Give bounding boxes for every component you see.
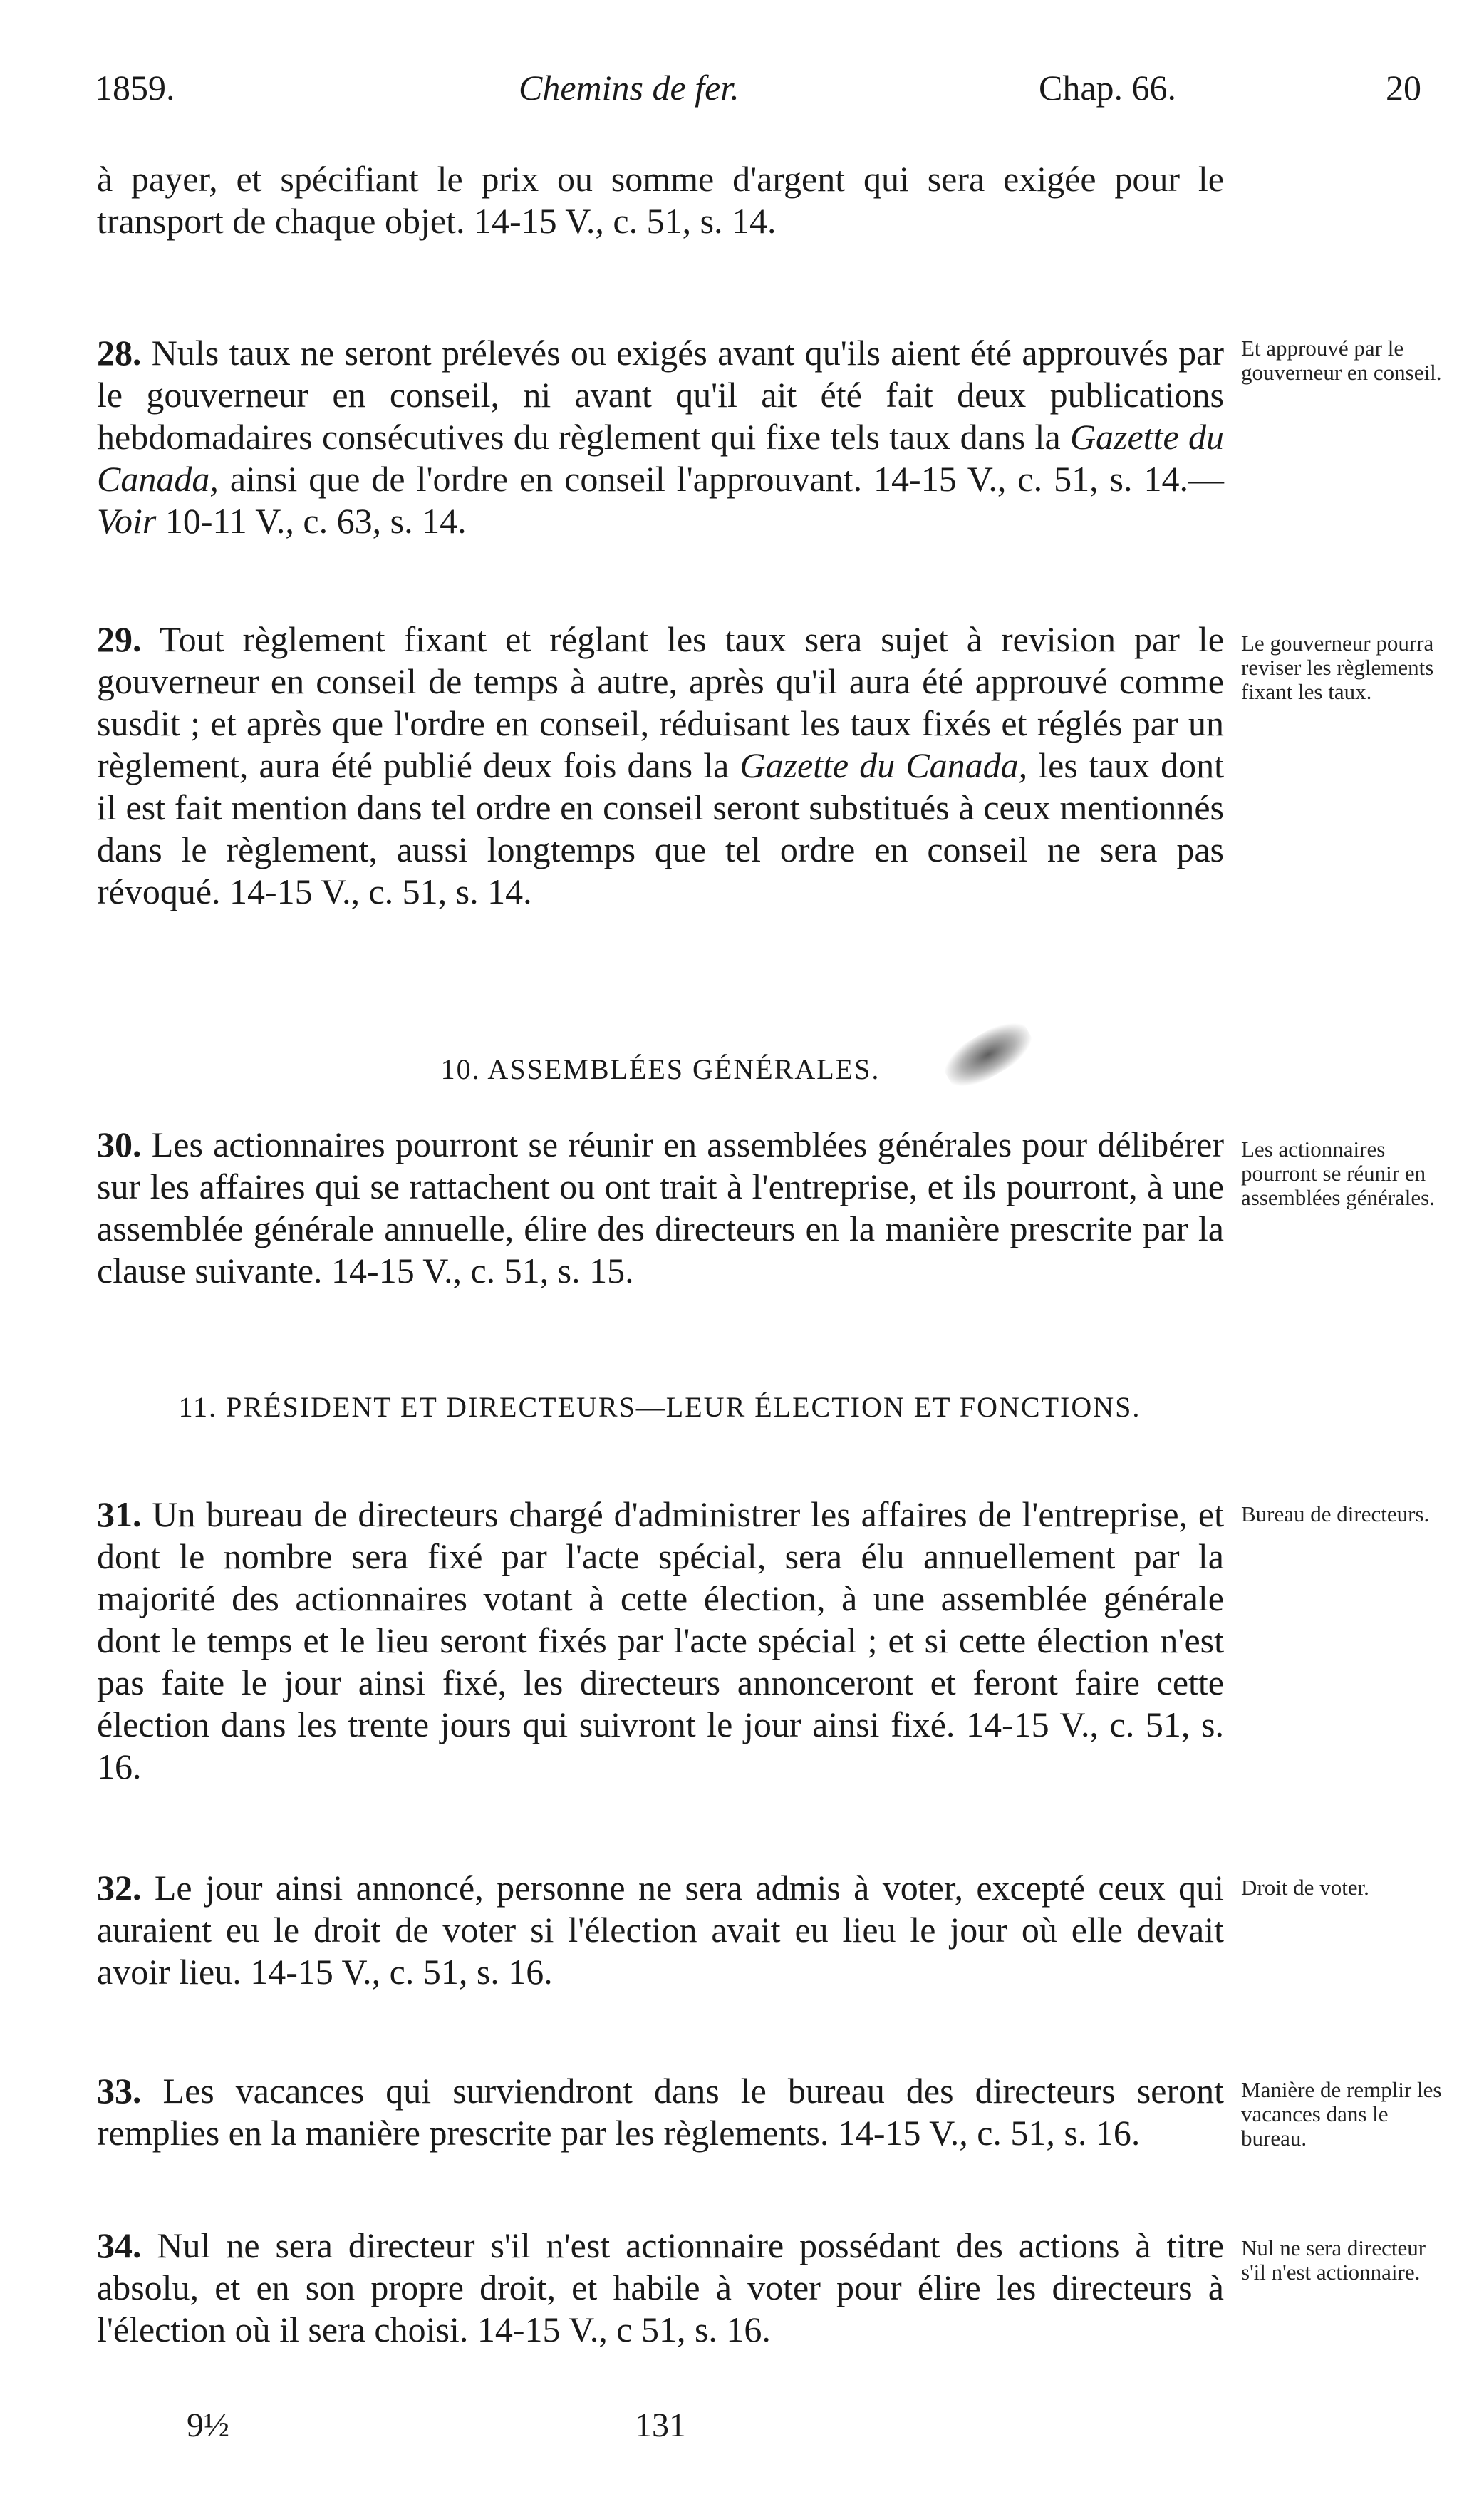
footer-page-number: 131 xyxy=(635,2406,686,2444)
section-number: 31. xyxy=(97,1494,142,1534)
intro-paragraph: à payer, et spécifiant le prix ou somme d'argent qui sera exigée pour le transport de chaque objet. 14-15 V., c. 51, s. 14. xyxy=(97,159,1224,241)
margin-note-31: Bureau de directeurs. xyxy=(1241,1501,1430,1526)
signature-mark: 9½ xyxy=(187,2406,229,2444)
section-heading-10: 10. ASSEMBLÉES GÉNÉRALES. xyxy=(440,1053,881,1085)
section-31: 31. Un bureau de directeurs chargé d'administrer les affaires de l'entreprise, et dont le nombre sera fixé par l'acte spécial, sera élu annuellement par la majorité des actionnaires votant à cette élection, à une assemblée générale dont le temps et le lieu seront fixés par l'acte spécial ; et si cette élection n'est pas faite le jour ainsi fixé, les directeurs annonceront et feront faire cette élection dans les trente jours qui suivront le jour ainsi fixé. 14-15 V., c. 51, s. 16. xyxy=(97,1494,1224,1786)
margin-note-28: Et approuvé par le gouverneur en conseil. xyxy=(1241,336,1442,385)
margin-note-32: Droit de voter. xyxy=(1241,1875,1369,1900)
margin-note-34: Nul ne sera directeur s'il n'est actionnaire. xyxy=(1241,2235,1426,2285)
section-number: 34. xyxy=(97,2225,142,2265)
header-page-number: 20 xyxy=(1386,68,1421,108)
section-number: 30. xyxy=(97,1124,142,1164)
section-29: 29. Tout règlement fixant et réglant les taux sera sujet à revision par le gouverneur en conseil de temps à autre, après qu'il aura été approuvé comme susdit ; et après que l'ordre en conseil, réduisant les taux fixés et réglés par un règlement, aura été publié deux fois dans la Gazette du Canada, les taux dont il est fait mention dans tel ordre en conseil seront substitués à ceux mentionnés dans le règlement, aussi longtemps que tel ordre en conseil ne sera pas révoqué. 14-15 V., c. 51, s. 14. xyxy=(97,619,1224,911)
section-34: 34. Nul ne sera directeur s'il n'est actionnaire possédant des actions à titre absolu, et en son propre droit, et habile à voter pour élire les directeurs à l'élection où il sera choisi. 14-15 V., c 51, s. 16. xyxy=(97,2225,1224,2349)
header-chapter: Chap. 66. xyxy=(1039,68,1177,108)
margin-note-33: Manière de remplir les vacances dans le bureau. xyxy=(1241,2077,1442,2151)
margin-note-30: Les actionnaires pourront se réunir en assemblées générales. xyxy=(1241,1137,1435,1210)
header-year: 1859. xyxy=(95,68,175,108)
section-33: 33. Les vacances qui surviendront dans le bureau des directeurs seront remplies en la manière prescrite par les règlements. 14-15 V., c. 51, s. 16. xyxy=(97,2071,1224,2153)
section-32: 32. Le jour ainsi annoncé, personne ne sera admis à voter, excepté ceux qui auraient eu le droit de voter si l'élection avait eu lieu le jour où elle devait avoir lieu. 14-15 V., c. 51, s. 16. xyxy=(97,1868,1224,1992)
section-number: 32. xyxy=(97,1868,142,1908)
section-heading-11: 11. PRÉSIDENT ET DIRECTEURS—LEUR ÉLECTION ET FONCTIONS. xyxy=(178,1391,1141,1423)
header-title: Chemins de fer. xyxy=(519,68,740,108)
margin-note-29: Le gouverneur pourra reviser les règlements fixant les taux. xyxy=(1241,631,1434,704)
section-28: 28. Nuls taux ne seront prélevés ou exigés avant qu'ils aient été approuvés par le gouverneur en conseil, ni avant qu'il ait été fait deux publications hebdomadaires consécutives du règlement qui fixe tels taux dans la Gazette du Canada, ainsi que de l'ordre en conseil l'approuvant. 14-15 V., c. 51, s. 14.—Voir 10-11 V., c. 63, s. 14. xyxy=(97,333,1224,541)
section-number: 28. xyxy=(97,333,142,373)
section-number: 29. xyxy=(97,619,142,659)
section-30: 30. Les actionnaires pourront se réunir en assemblées générales pour délibérer sur les affaires qui se rattachent ou ont trait à l'entreprise, et ils pourront, à une assemblée générale annuelle, élire des directeurs en la manière prescrite par la clause suivante. 14-15 V., c. 51, s. 15. xyxy=(97,1124,1224,1290)
section-number: 33. xyxy=(97,2071,142,2111)
